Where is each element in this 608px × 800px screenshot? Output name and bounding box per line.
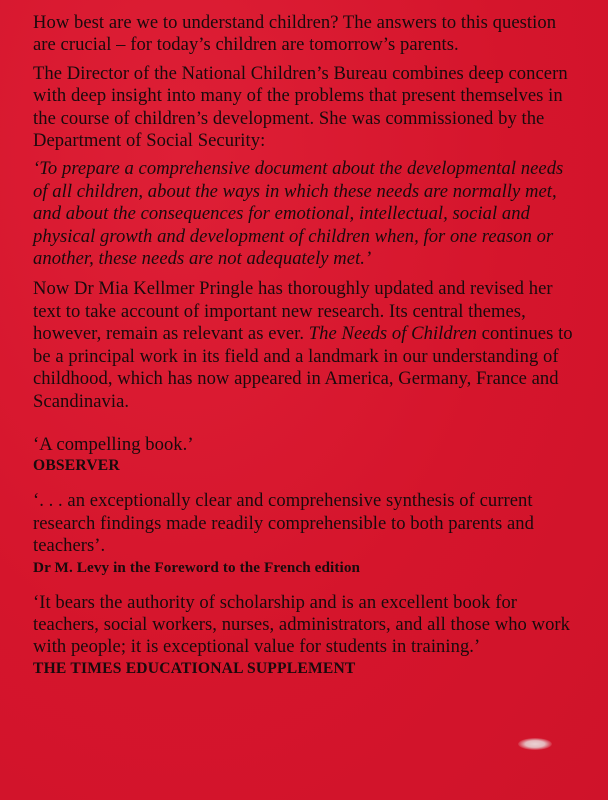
review-source: OBSERVER: [33, 457, 120, 475]
review-source: Dr M. Levy in the Foreword to the French edition: [33, 558, 361, 576]
cover-wear-mark: [518, 738, 552, 750]
book-title: The Needs of Children: [308, 323, 477, 345]
review-levy: [33, 490, 578, 576]
review-times: [33, 592, 578, 678]
review-quote: ‘A compelling book.’: [33, 433, 194, 455]
blurb-update-lead: Now Dr Mia Kellmer Pringle has thoroughly updated and revised her text to take account of important new research. Its central themes, however, remain as relevant as ever.: [33, 278, 553, 345]
blurb-update: [33, 278, 578, 412]
blurb-intro: How best are we to understand children? The answers to this question are crucial – for today’s children are tomorrow’s parents.: [33, 12, 557, 56]
review-quote: ‘. . . an exceptionally clear and comprehensive synthesis of current research findings made readily comprehensible to both parents and teachers’.: [33, 490, 534, 557]
blurb-update-tail: continues to be a principal work in its field and a landmark in our understanding of childhood, which has now appeared in America, Germany, France and Scandinavia.: [33, 323, 573, 412]
review-observer: [33, 434, 578, 475]
review-quote: ‘It bears the authority of scholarship and is an excellent book for teachers, social workers, nurses, administrators, and all those who work with people; it is exceptional value for students in training.’: [33, 591, 570, 658]
blurb-director: The Director of the National Children’s Bureau combines deep concern with deep insight into many of the problems that present themselves in the course of children’s development. She was commissioned by the Department of Social Security:: [33, 62, 568, 152]
blurb-commission-quote: ‘To prepare a comprehensive document about the developmental needs of all children, about the ways in which these needs are normally met, and about the consequences for emotional, intellectual, social and physical growth and development of children when, for one reason or another, these needs are not adequately met.’: [33, 158, 564, 270]
review-source: THE TIMES EDUCATIONAL SUPPLEMENT: [33, 659, 356, 677]
